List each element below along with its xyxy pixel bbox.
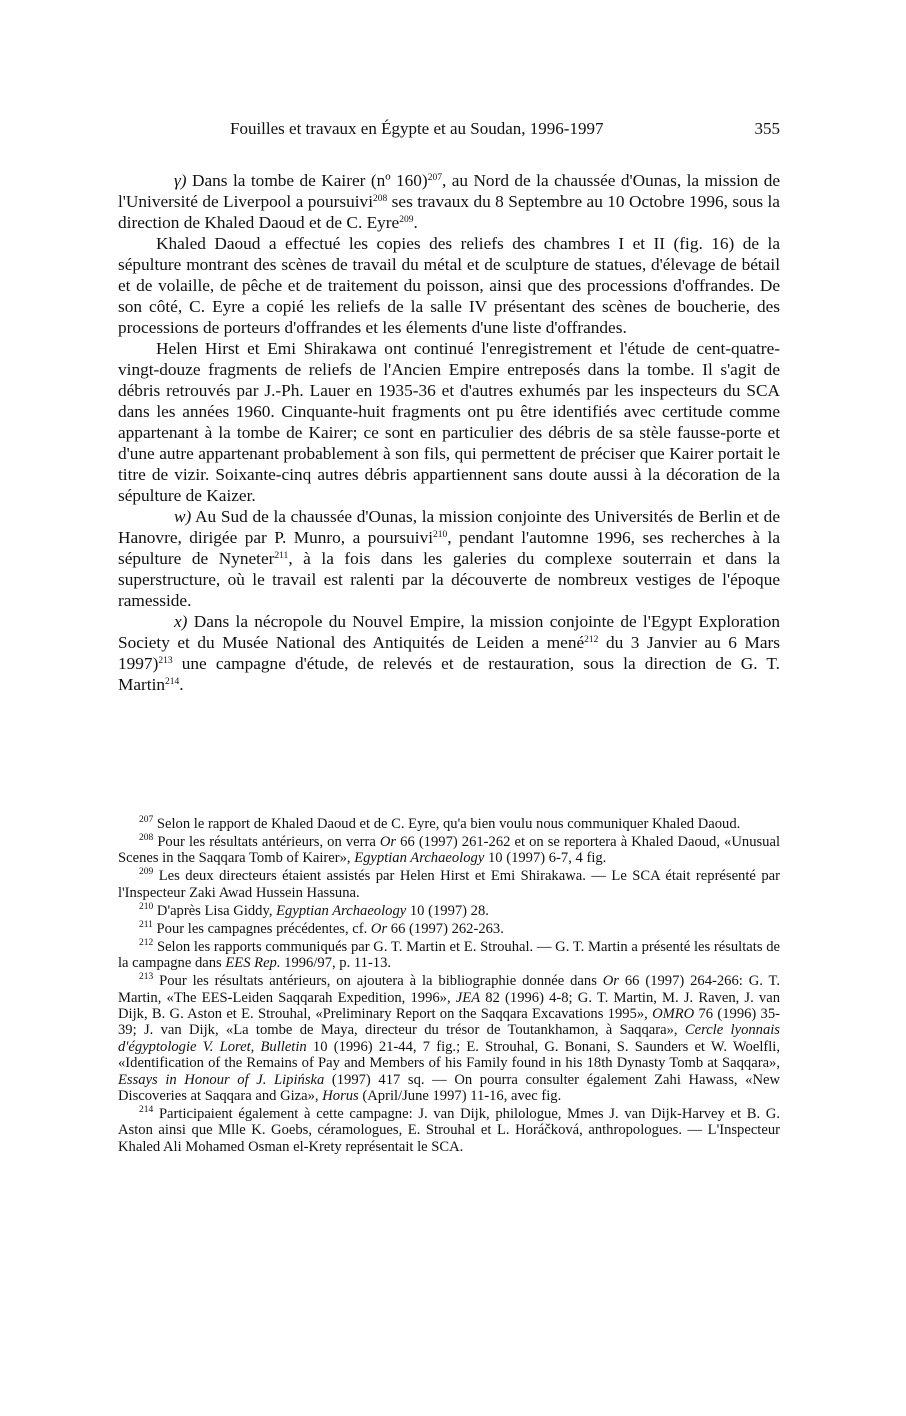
paragraph-kairer-tomb (118, 170, 780, 233)
footnote-ref-208[interactable]: 208 (373, 194, 388, 204)
journal-title: Egyptian Archaeology (354, 850, 485, 867)
footnote-number: 210 (139, 901, 154, 912)
text-run: , à la fois dans les galeries du complexe souterrain et dans la superstructure, où le travail est ralenti par la découverte de nombreux vestiges de l'époque ramesside. (118, 549, 780, 610)
footnote-210 (118, 903, 780, 919)
journal-title: EES Rep. (225, 955, 281, 972)
footnote-number: 207 (139, 815, 154, 825)
section-label: γ) (174, 171, 187, 190)
footnote-text: Pour les résultats antérieurs, on verra (153, 834, 380, 850)
text-run: une campagne d'étude, de relevés et de restauration, sous la direction de G. T. Martin (118, 654, 780, 694)
footnote-number: 214 (139, 1105, 154, 1116)
text-run: . (413, 213, 418, 232)
footnote-ref-213[interactable]: 213 (158, 656, 173, 666)
footnote-text: Selon le rapport de Khaled Daoud et de C. Eyre, qu'a bien voulu nous communiquer Khaled Daoud. (153, 816, 741, 832)
footnote-number: 208 (139, 833, 154, 843)
footnote-number: 213 (139, 972, 154, 983)
journal-title: Or (379, 834, 397, 850)
page-number: 355 (754, 119, 780, 138)
footnote-212 (118, 939, 780, 972)
main-text (118, 170, 780, 695)
journal-title: Or (370, 920, 388, 937)
footnote-text: (April/June 1997) 11-16, avec fig. (358, 1088, 562, 1105)
text-run: Au Sud de la chaussée d'Ounas, la mission conjointe des Universités de Berlin et de Hanovre, dirigée par P. Munro, a poursuivi (118, 507, 780, 547)
text-run: , au Nord de la chaussée d'Ounas, la mission de l'Université de Liverpool a poursuivi (118, 171, 781, 211)
footnote-207 (118, 816, 780, 832)
footnote-213 (118, 973, 780, 1104)
journal-title: Essays in Honour of J. Lipińska (118, 1071, 325, 1088)
footnote-209 (118, 868, 780, 901)
footnote-208 (118, 834, 780, 867)
paragraph-nyneter (118, 506, 780, 611)
section-label: w) (174, 507, 192, 526)
footnote-ref-211[interactable]: 211 (274, 551, 289, 561)
text-run: Dans la nécropole du Nouvel Empire, la mission conjointe de l'Egypt Exploration Society et du Musée National des Antiquités de Leiden a mené (118, 612, 780, 652)
paragraph-new-kingdom (118, 611, 780, 695)
text-run: du 3 Janvier au 6 Mars 1997) (118, 633, 781, 673)
footnote-text: 10 (1996) 21-44, 7 fig.; E. Strouhal, G. Bonani, S. Saunders et W. Woelfli, «Identification of the Remains of Pay and Members of his Family found in his 18th Dynasty Tomb at Saqqara», (118, 1038, 780, 1072)
journal-title: OMRO (652, 1006, 695, 1023)
footnotes (118, 816, 780, 1157)
footnote-text: (1997) 417 sq. — On pourra consulter également Zahi Hawass, «New Discoveries at Saqqara and Giza», (118, 1071, 780, 1105)
footnote-text: 10 (1997) 6-7, 4 fig. (484, 850, 607, 867)
footnote-text: 66 (1997) 264-266: G. T. Martin, «The EES-Leiden Saqqarah Expedition, 1996», (118, 973, 781, 1006)
journal-title: Horus (322, 1088, 359, 1105)
footnote-211 (118, 921, 780, 937)
journal-title: Cercle lyonnais d'égyptologie V. Loret, Bulletin (118, 1022, 780, 1055)
text-run: ses travaux du 8 Septembre au 10 Octobre 1996, sous la direction de Khaled Daoud et de C. Eyre (118, 192, 780, 232)
footnote-ref-209[interactable]: 209 (399, 215, 414, 225)
journal-title: Egyptian Archaeology (276, 902, 407, 919)
running-title: Fouilles et travaux en Égypte et au Soudan, 1996-1997 (230, 119, 604, 138)
footnote-ref-207[interactable]: 207 (427, 173, 442, 183)
footnote-214 (118, 1106, 780, 1155)
footnote-ref-214[interactable]: 214 (165, 677, 180, 687)
footnote-text: Pour les résultats antérieurs, on ajoutera à la bibliographie donnée dans (153, 973, 603, 990)
footnote-text: Selon les rapports communiqués par G. T. Martin et E. Strouhal. — G. T. Martin a présenté les résultats de la campagne dans (118, 938, 780, 972)
footnote-text: D'après Lisa Giddy, (153, 902, 277, 919)
footnote-text: Pour les campagnes précédentes, cf. (152, 920, 371, 937)
paragraph-fragments-study: Helen Hirst et Emi Shirakawa ont continué l'enregistrement et l'étude de cent-quatre-vingt-douze fragments de reliefs de l'Ancien Empire entreposés dans la tombe. Il s'agit de débris retrouvés par J.-Ph. Lauer en 1935-36 et d'autres exhumés par les inspecteurs du SCA dans les années 1960. Cinquante-huit fragments ont pu être identifiés avec certitude comme appartenant à la tombe de Kairer; ce sont en particulier des débris de sa stèle fausse-porte et d'une autre appartenant probablement à son fils, qui permettent de préciser que Kairer portait le titre de vizir. Soixante-cinq autres débris appartiennent sans doute aussi à la décoration de la sépulture de Kaizer. (118, 339, 780, 505)
section-label: x) (174, 612, 188, 631)
footnote-text: 10 (1997) 28. (406, 902, 489, 919)
journal-title: JEA (455, 989, 481, 1006)
footnote-text: Participaient également à cette campagne: J. van Dijk, philologue, Mmes J. van Dijk-Harvey et B. G. Aston ainsi que Mlle K. Goebs, céramologues, E. Strouhal et L. Horáčková, anthropologues. — L'Inspecteur Khaled Ali Mohamed Osman el-Krety représentait le SCA. (118, 1106, 780, 1155)
journal-title: Or (602, 973, 619, 990)
paragraph-reliefs-copies: Khaled Daoud a effectué les copies des reliefs des chambres I et II (fig. 16) de la sépulture montrant des scènes de travail du métal et de sculpture de statues, d'élevage de bétail et de volaille, de pêche et de traitement du poisson, ainsi que des processions d'offrandes. De son côté, C. Eyre a copié les reliefs de la salle IV présentant des scènes de boucherie, des processions de porteurs d'offrandes et les élements d'une liste d'offrandes. (118, 234, 780, 337)
footnote-number: 212 (139, 937, 154, 948)
text-run: . (179, 675, 184, 694)
footnote-ref-212[interactable]: 212 (584, 635, 599, 645)
footnote-ref-210[interactable]: 210 (433, 530, 448, 540)
text-run: Dans la tombe de Kairer (nº 160) (186, 171, 428, 190)
text-run: , pendant l'automne 1996, ses recherches à la sépulture de Nyneter (118, 528, 781, 568)
footnote-text: 76 (1996) 35-39; J. van Dijk, «La tombe de Maya, directeur du trésor de Toutankhamon, à Saqqara», (118, 1006, 780, 1039)
footnote-text: 66 (1997) 261-262 et on se reportera à Khaled Daoud, «Unusual Scenes in the Saqqara Tomb of Kairer», (118, 834, 780, 867)
footnote-text: Les deux directeurs étaient assistés par Helen Hirst et Emi Shirakawa. — Le SCA était représenté par l'Inspecteur Zaki Awad Hussein Hassuna. (118, 868, 780, 901)
footnote-text: 66 (1997) 262-263. (387, 920, 504, 937)
footnote-text: 1996/97, p. 11-13. (280, 955, 392, 972)
footnote-number: 209 (139, 867, 154, 878)
footnote-number: 211 (139, 919, 153, 930)
footnote-text: 82 (1996) 4-8; G. T. Martin, M. J. Raven, J. van Dijk, B. G. Aston et E. Strouhal, «Preliminary Report on the Saqqara Excavations 1995», (118, 989, 780, 1023)
